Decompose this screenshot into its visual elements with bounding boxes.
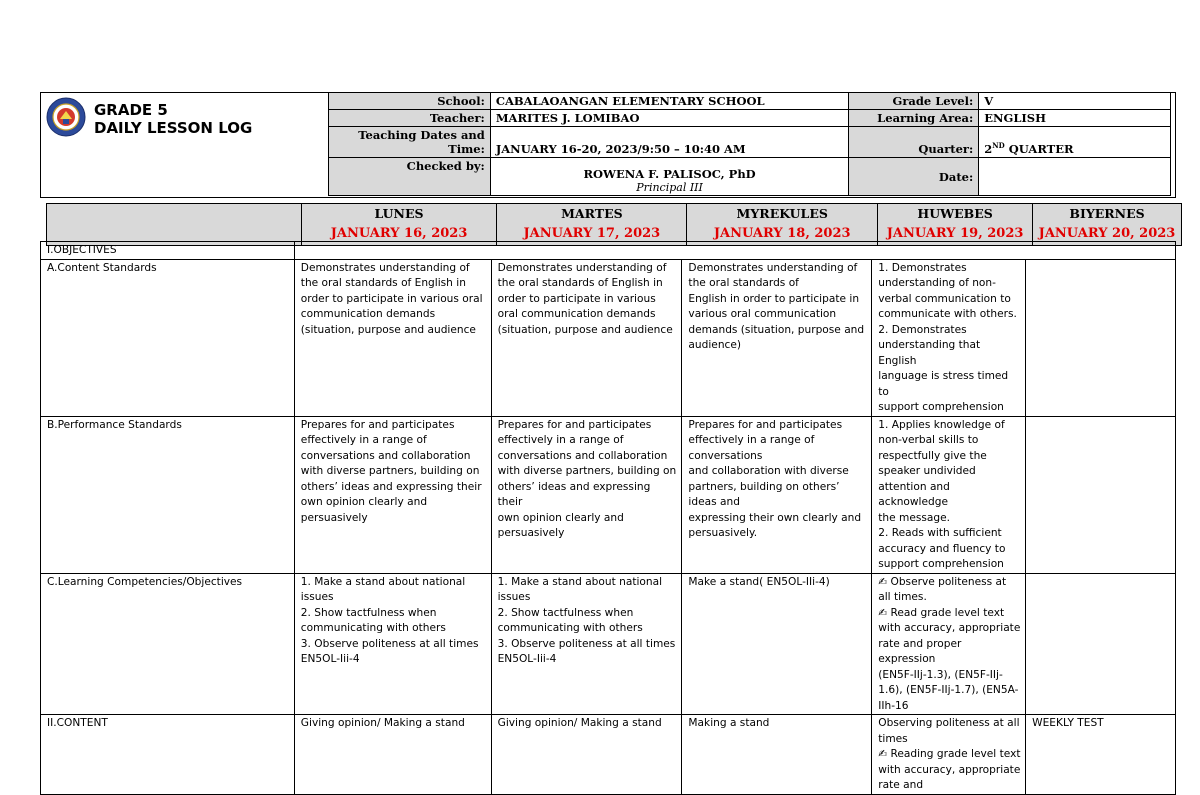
teacher-label: Teacher: [329, 110, 491, 127]
table-row [41, 573, 1176, 715]
checker-title: Principal III [636, 181, 703, 194]
table-row [41, 416, 1176, 573]
cell: 1. Demonstrates understanding of non- verbal communication to communicate with others. 2. Demonstrates understanding that English language is stress timed to support comprehension [872, 259, 1026, 416]
day-lunes: LUNES JANUARY 16, 2023 [301, 204, 497, 246]
deped-seal-icon [46, 97, 86, 137]
cell: Observing politeness at all times ✍ Reading grade level text with accuracy, appropriate rate and [872, 715, 1026, 795]
table-row [41, 242, 1176, 260]
cell [1026, 259, 1176, 416]
cell: 1. Make a stand about national issues 2. Show tactfulness when communicating with others 3. Observe politeness at all times EN5OL-Iii-4 [491, 573, 682, 715]
cell: Make a stand( EN5OL-IIi-4) [682, 573, 872, 715]
cell: Demonstrates understanding of the oral standards of English in order to participate in various oral communication demands (situation, purpose and audience [491, 259, 682, 416]
grade-level-label: Grade Level: [849, 93, 979, 110]
row-label: II.CONTENT [41, 715, 295, 795]
checked-by-label: Checked by: [329, 158, 491, 196]
cell: ✍ Observe politeness at all times. ✍ Read grade level text with accuracy, appropriate rate and proper expression (EN5F-IIj-1.3), (EN5F-IIj- 1.6), (EN5F-IIj-1.7), (EN5A- IIh-16 [872, 573, 1026, 715]
lesson-table [40, 241, 1176, 795]
row-label: B.Performance Standards [41, 416, 295, 573]
days-header-blank [47, 204, 302, 246]
row-label: A.Content Standards [41, 259, 295, 416]
info-table [328, 92, 1171, 196]
cell: Prepares for and participates effectively in a range of conversations and collaboration with diverse partners, building on others’ ideas and expressing their own clearly and persuasively. [682, 416, 872, 573]
cell: Prepares for and participates effectively in a range of conversations and collaboration with diverse partners, building on others’ ideas and expressing their own opinion clearly and persuasively [491, 416, 682, 573]
date-value [979, 158, 1171, 196]
cell: Making a stand [682, 715, 872, 795]
cell: Demonstrates understanding of the oral standards of English in order to participate in various oral communication demands (situation, purpose and audience) [682, 259, 872, 416]
title-grade: GRADE 5 [94, 101, 168, 119]
day-huwebes: HUWEBES JANUARY 19, 2023 [878, 204, 1033, 246]
day-biyernes: BIYERNES JANUARY 20, 2023 [1033, 204, 1182, 246]
title-log: DAILY LESSON LOG [94, 119, 253, 137]
cell: Giving opinion/ Making a stand [491, 715, 682, 795]
cell: 1. Make a stand about national issues 2. Show tactfulness when communicating with others 3. Observe politeness at all times EN5OL-Iii-4 [294, 573, 491, 715]
grade-level-value: V [979, 93, 1171, 110]
objectives-blank [294, 242, 1175, 260]
page-title [94, 101, 252, 137]
cell [1026, 573, 1176, 715]
cell: 1. Applies knowledge of non-verbal skills to respectfully give the speaker undivided attention and acknowledge the message. 2. Reads with sufficient accuracy and fluency to support comprehension [872, 416, 1026, 573]
teacher-value: MARITES J. LOMIBAO [490, 110, 849, 127]
quarter-value: 2ND QUARTER [979, 127, 1171, 158]
checker-name: ROWENA F. PALISOC, PhD [583, 167, 756, 181]
dates-label: Teaching Dates and Time: [329, 127, 491, 158]
days-header [46, 203, 1182, 246]
learning-area-value: ENGLISH [979, 110, 1171, 127]
table-row [41, 259, 1176, 416]
cell: Giving opinion/ Making a stand [294, 715, 491, 795]
checker [490, 158, 849, 196]
quarter-label: Quarter: [849, 127, 979, 158]
row-label: C.Learning Competencies/Objectives [41, 573, 295, 715]
day-martes: MARTES JANUARY 17, 2023 [497, 204, 687, 246]
cell: WEEKLY TEST [1026, 715, 1176, 795]
cell: Demonstrates understanding of the oral standards of English in order to participate in various oral communication demands (situation, purpose and audience [294, 259, 491, 416]
dates-value: JANUARY 16-20, 2023/9:50 – 10:40 AM [490, 127, 849, 158]
date-label: Date: [849, 158, 979, 196]
day-myrekules: MYREKULES JANUARY 18, 2023 [687, 204, 878, 246]
school-label: School: [329, 93, 491, 110]
school-value: CABALAOANGAN ELEMENTARY SCHOOL [490, 93, 849, 110]
cell: Prepares for and participates effectively in a range of conversations and collaboration with diverse partners, building on others’ ideas and expressing their own opinion clearly and persuasively [294, 416, 491, 573]
learning-area-label: Learning Area: [849, 110, 979, 127]
objectives-heading: I.OBJECTIVES [41, 242, 295, 260]
table-row [41, 715, 1176, 795]
cell [1026, 416, 1176, 573]
